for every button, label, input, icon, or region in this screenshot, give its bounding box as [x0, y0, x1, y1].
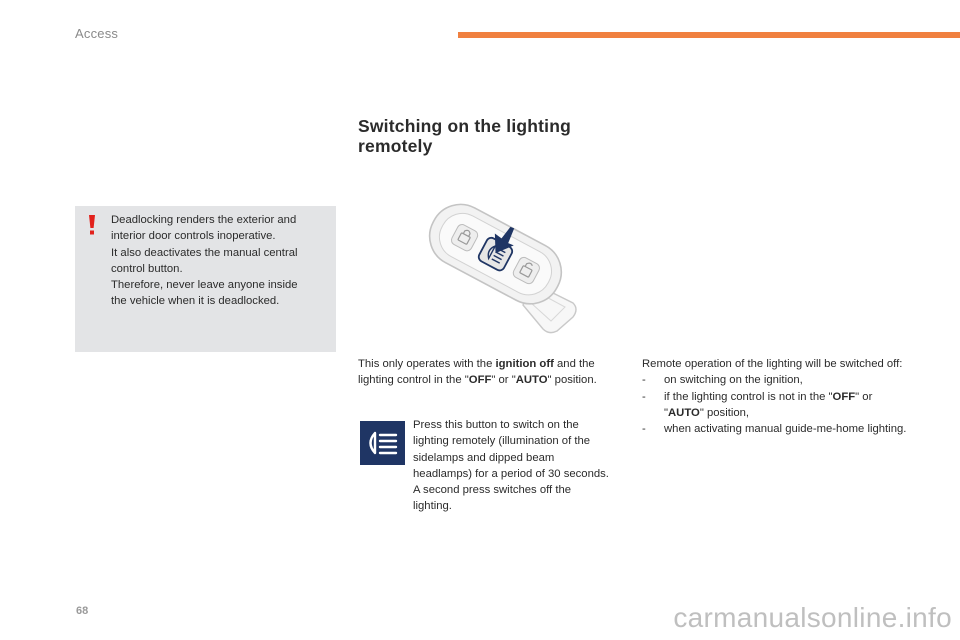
condition-text: This only operates with the: [358, 358, 496, 370]
ignition-off-emphasis: ignition off: [495, 358, 554, 370]
section-title-line: Switching on the lighting: [358, 116, 572, 136]
headlamp-button-icon: [360, 421, 405, 465]
warning-line: It also deactivates the manual central: [111, 246, 298, 259]
second-press-description: A second press switches off the lighting.: [413, 484, 572, 513]
warning-text: [111, 212, 329, 310]
section-title: [358, 116, 618, 156]
list-item: [642, 421, 912, 437]
list-item-text: on switching on the ignition,: [664, 374, 803, 387]
auto-emphasis: AUTO: [515, 374, 548, 387]
list-item-text: when activating manual guide-me-home lighting.: [664, 423, 907, 436]
list-item: [642, 372, 912, 388]
press-description: Press this button to switch on the lighting remotely (illumination of the sidelamps and dipped beam headlamps) for a period of 30 seconds.: [413, 419, 609, 480]
watermark: carmanualsonline.info: [673, 602, 952, 633]
warning-line: Deadlocking renders the exterior and: [111, 214, 297, 226]
list-item-text: " position,: [699, 406, 750, 419]
switch-off-conditions: [642, 356, 912, 437]
list-dash: -: [642, 374, 646, 387]
warning-line: Therefore, never leave anyone inside: [111, 279, 298, 292]
list-item: [642, 389, 912, 422]
chapter-title: Access: [75, 26, 119, 41]
warning-line: interior door controls inoperative.: [111, 230, 276, 243]
condition-text: " position.: [547, 374, 597, 387]
remote-key-illustration: [405, 185, 585, 335]
warning-exclamation-icon: [86, 214, 98, 236]
list-item-text: if the lighting control is not in the ": [664, 390, 833, 403]
condition-text: " or ": [491, 374, 516, 387]
press-instruction: [413, 417, 613, 515]
auto-emphasis: AUTO: [668, 406, 700, 419]
list-dash: -: [642, 423, 646, 436]
operating-condition-text: [358, 356, 608, 389]
page-number: 68: [76, 605, 89, 617]
list-item-text: " or ": [664, 390, 873, 419]
switch-off-intro: Remote operation of the lighting will be switched off:: [642, 358, 903, 370]
section-title-line: remotely: [358, 136, 433, 156]
list-dash: -: [642, 390, 646, 403]
off-emphasis: OFF: [832, 390, 856, 403]
warning-line: control button.: [111, 262, 183, 275]
warning-line: the vehicle when it is deadlocked.: [111, 295, 280, 308]
chapter-accent-bar: [458, 32, 960, 38]
condition-text: and the lighting control in the ": [358, 358, 595, 387]
off-emphasis: OFF: [468, 374, 492, 387]
